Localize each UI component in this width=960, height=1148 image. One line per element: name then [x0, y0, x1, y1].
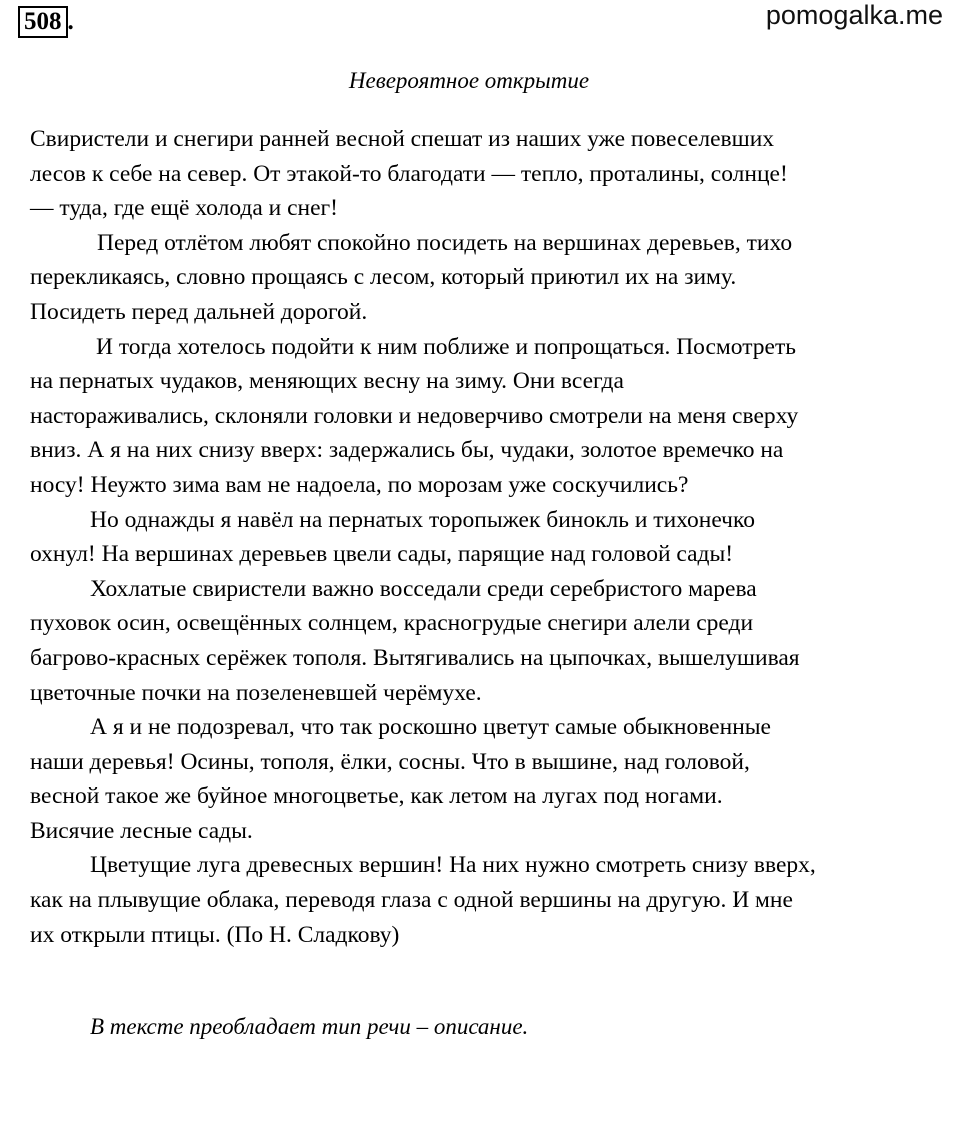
text-line: Но однажды я навёл на пернатых торопыжек бинокль и тихонечко	[90, 506, 755, 533]
text-line: настораживались, склоняли головки и недоверчиво смотрели на меня сверху	[30, 402, 799, 429]
text-line: Цветущие луга древесных вершин! На них нужно смотреть снизу вверх,	[90, 852, 816, 879]
conclusion-text: В тексте преобладает тип речи – описание.	[90, 1014, 529, 1039]
text-line: пуховок осин, освещённых солнцем, красногрудые снегири алели среди	[30, 610, 754, 637]
exercise-number	[18, 6, 74, 38]
text-line: их открыли птицы. (По Н. Сладкову)	[30, 921, 400, 948]
text-line: багрово-красных серёжек тополя. Вытягивались на цыпочках, вышелушивая	[30, 644, 800, 671]
text-line: охнул! На вершинах деревьев цвели сады, парящие над головой сады!	[30, 541, 734, 568]
site-name: pomogalka.me	[765, 0, 943, 30]
text-title: Невероятное открытие	[348, 68, 590, 93]
text-line: А я и не подозревал, что так роскошно цветут самые обыкновенные	[90, 714, 771, 741]
text-line: наши деревья! Осины, тополя, ёлки, сосны. Что в вышине, над головой,	[30, 748, 750, 775]
text-line: весной такое же буйное многоцветье, как летом на лугах под ногами.	[30, 783, 723, 810]
text-line: на пернатых чудаков, меняющих весну на зиму. Они всегда	[30, 368, 624, 395]
exercise-number-dot: .	[67, 8, 74, 35]
text-line: Висячие лесные сады.	[30, 817, 253, 844]
text-line: вниз. А я на них снизу вверх: задержались бы, чудаки, золотое времечко на	[30, 437, 784, 464]
text-line: Свиристели и снегири ранней весной спешат из наших уже повеселевших	[30, 126, 775, 152]
exercise-number-box: 508	[18, 6, 68, 38]
text-line: И тогда хотелось подойти к ним поближе и попрощаться. Посмотреть	[96, 333, 796, 360]
text-line: перекликаясь, словно прощаясь с лесом, который приютил их на зиму.	[30, 264, 737, 291]
text-line: цветочные почки на позеленевшей черёмухе.	[30, 679, 482, 706]
text-line: Посидеть перед дальней дорогой.	[30, 298, 368, 325]
text-line: — туда, где ещё холода и снег!	[30, 195, 339, 222]
text-line: как на плывущие облака, переводя глаза с одной вершины на другую. И мне	[30, 887, 793, 914]
text-line: носу! Неужто зима вам не надоела, по морозам уже соскучились?	[30, 471, 689, 498]
text-body	[30, 122, 935, 952]
text-line: лесов к себе на север. От этакой-то благодати — тепло, проталины, солнце!	[30, 160, 788, 187]
text-line: Хохлатые свиристели важно восседали среди серебристого марева	[90, 575, 757, 602]
text-line: Перед отлётом любят спокойно посидеть на вершинах деревьев, тихо	[97, 229, 793, 256]
